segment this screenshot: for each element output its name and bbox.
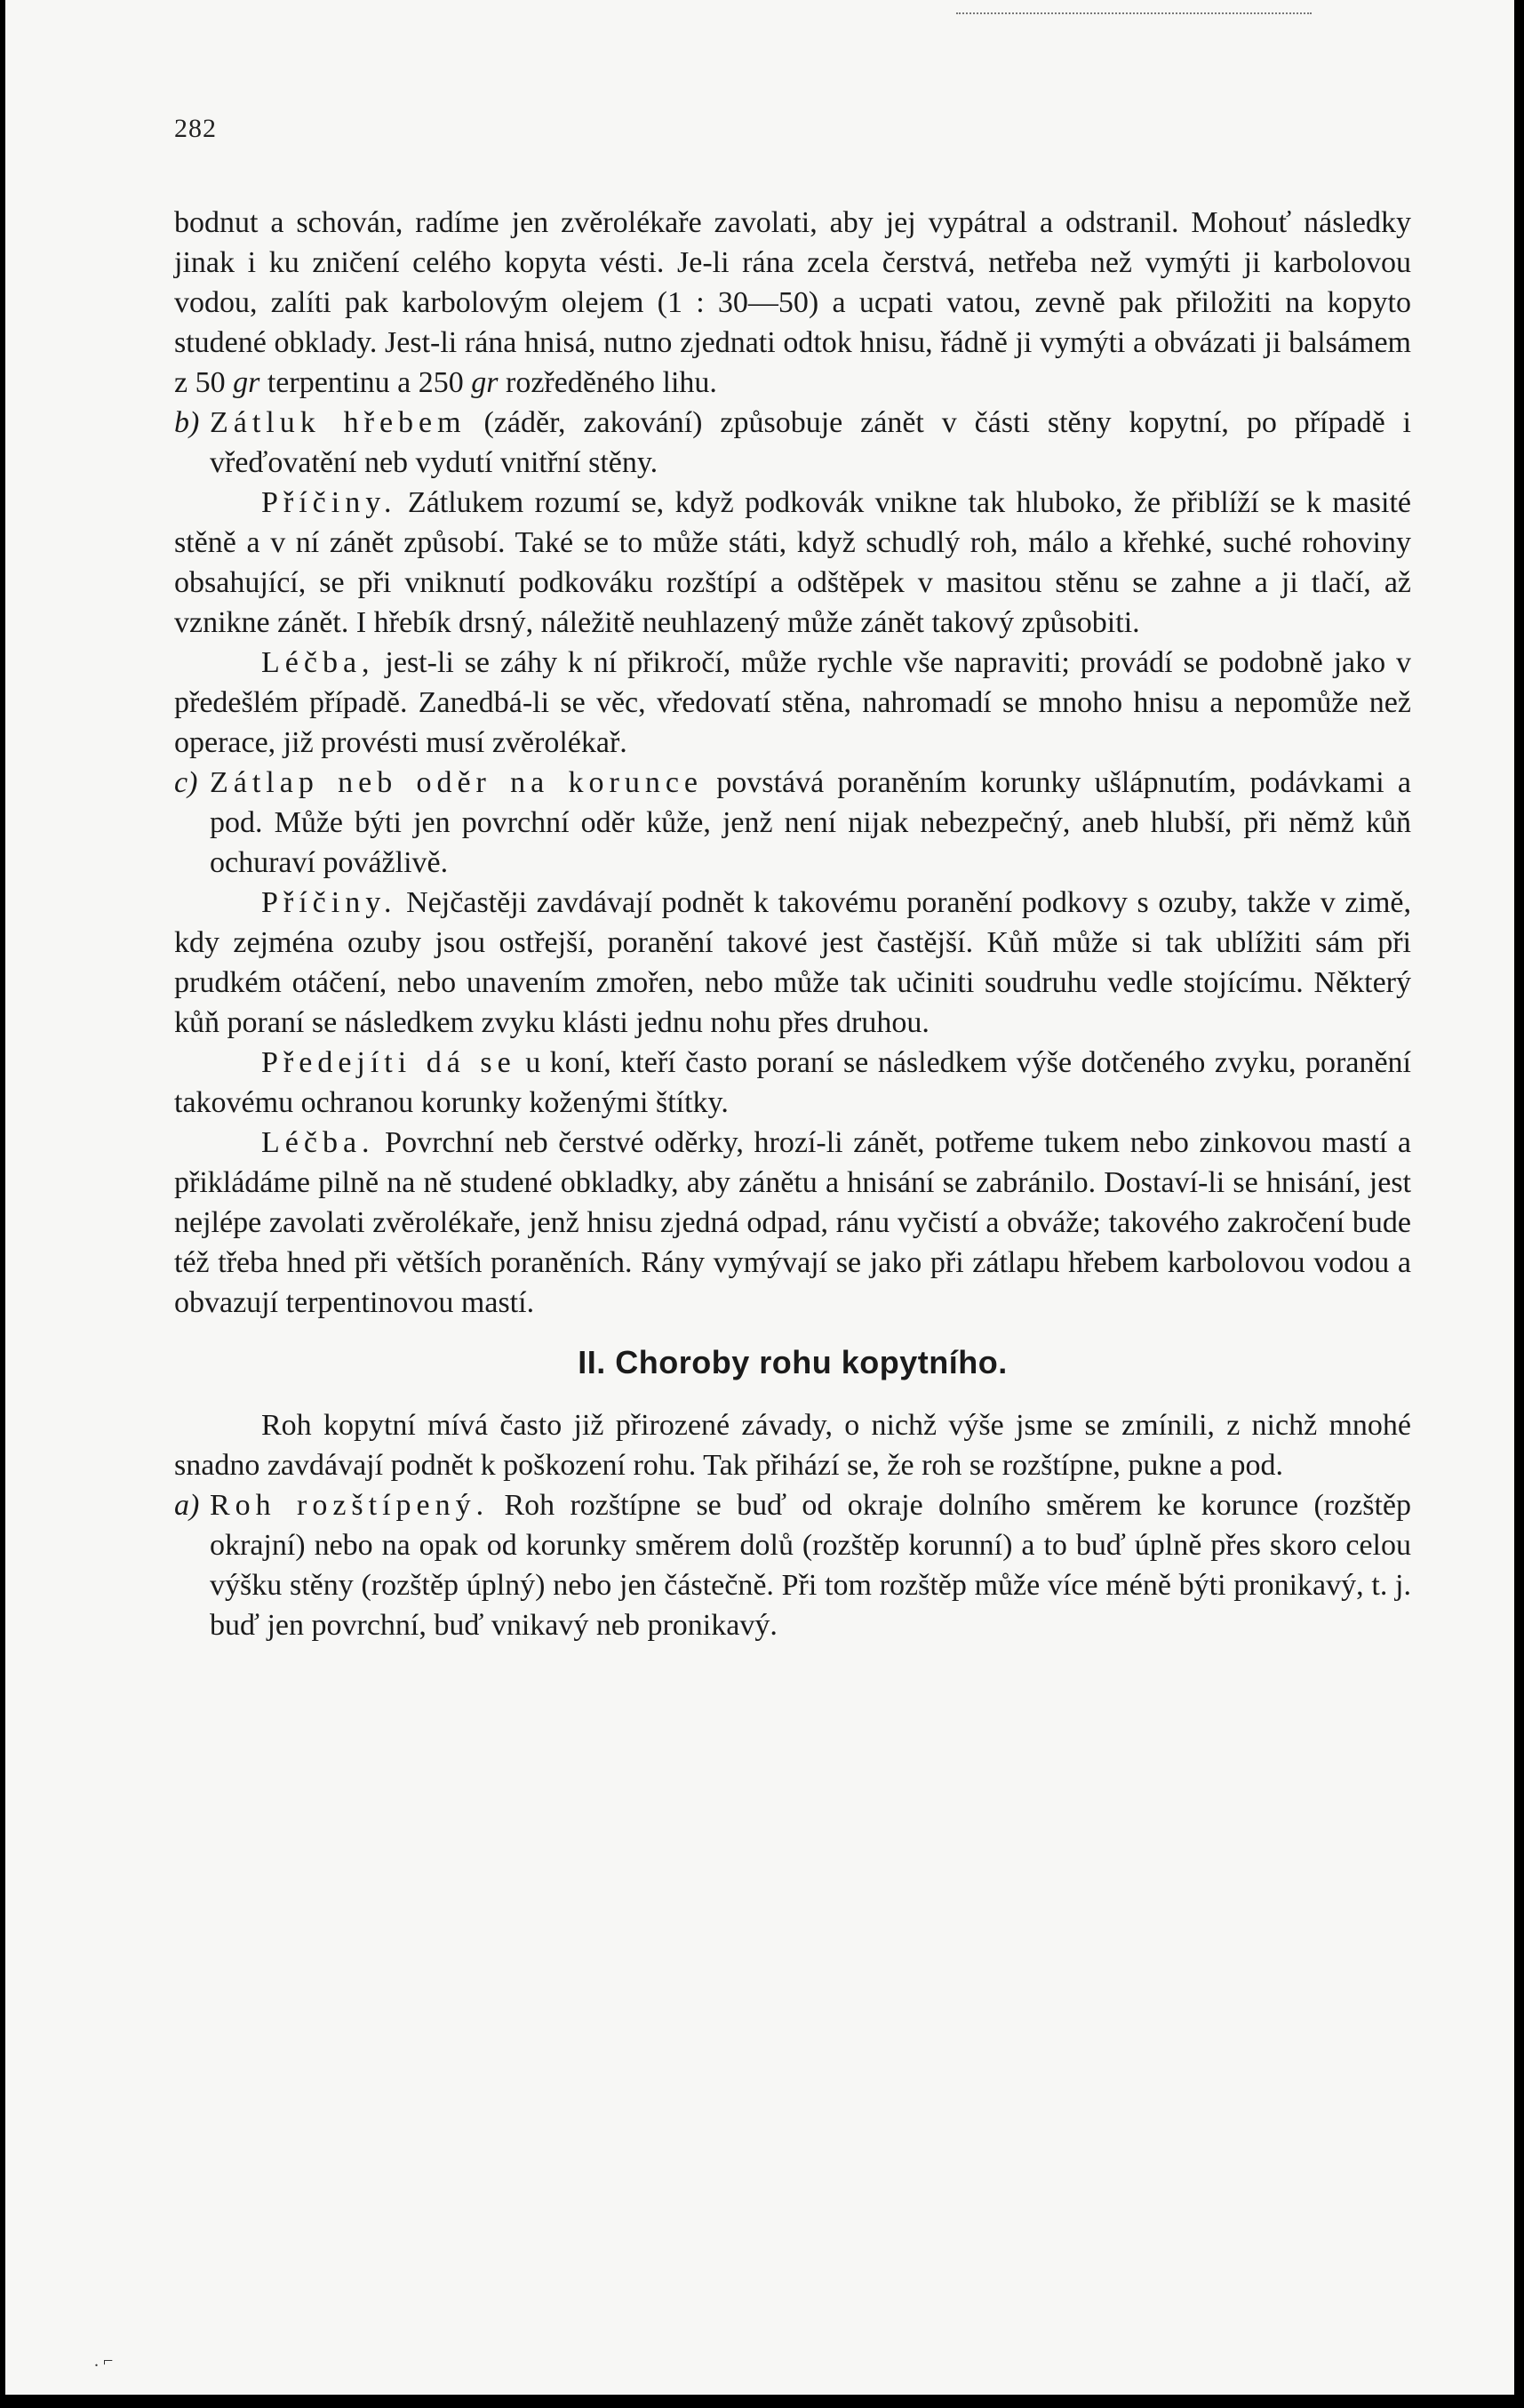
subheading-term: Předejíti dá se — [261, 1046, 516, 1079]
item-term: Roh rozštípený. — [210, 1489, 490, 1522]
paragraph-treatment: Léčba, jest-li se záhy k ní přikročí, může rychle vše napraviti; provádí se podobně jako v předešlém případě. Zanedbá-li se věc, vředovatí stěna, nahromadí se mnoho hnisu a nepomůže než operace, již provésti musí zvěrolékař. — [174, 646, 1411, 759]
book-page — [5, 0, 1514, 2395]
paragraph-causes: Příčiny. Nejčastěji zavdávají podnět k takovému poranění podkovy s ozuby, takže v zimě, kdy zejména ozuby jsou ostřejší, poranění takové jest častější. Kůň může si tak ublížiti sám při prudkém otáčení, nebo unavením zmořen, nebo může tak učiniti soudruhu vedle stojícímu. Některý kůň poraní se následkem zvyku klásti jednu nohu přes druhou. — [174, 886, 1411, 1039]
item-b: b) Zátluk hřebem (záděr, zakování) způsobuje zánět v části stěny kopytní, po případě i vřeďovatění neb vydutí vnitřní stěny. — [174, 403, 1411, 483]
scan-mark: . ⌐ — [94, 2351, 114, 2371]
item-a: a) Roh rozštípený. Roh rozštípne se buď od okraje dolního směrem ke korunce (rozštěp okrajní) nebo na opak od korunky směrem dolů (rozštěp korunní) a to buď úplně přes skoro celou výšku stěny (rozštěp úplný) nebo jen částečně. Při tom rozštěp může více méně býti pronikavý, t. j. buď jen povrchní, buď vnikavý neb pronikavý. — [174, 1485, 1411, 1645]
item-label: b) — [174, 406, 200, 439]
item-label: c) — [174, 766, 198, 799]
paragraph-prevention: Předejíti dá se u koní, kteří často poraní se následkem výše dotčeného zvyku, poranění takovému ochranou korunky koženými štítky. — [174, 1046, 1411, 1119]
paragraph-causes: Příčiny. Zátlukem rozumí se, když podkovák vnikne tak hluboko, že přiblíží se k masité stěně a v ní zánět způsobí. Také se to může státi, když schudlý roh, málo a křehké, suché rohoviny obsahující, se při vniknutí podkováku rozštípí a odštěpek v masitou stěnu se zahne a ji tlačí, až vznikne zánět. I hřebík drsný, náležitě neuhlazený může zánět takový způsobiti. — [174, 486, 1411, 639]
subheading-term: Příčiny. — [261, 886, 397, 919]
item-label: a) — [174, 1489, 200, 1522]
unit-gr: gr — [471, 366, 499, 399]
unit-gr: gr — [233, 366, 260, 399]
paragraph-continued: bodnut a schován, radíme jen zvěrolékaře zavolati, aby jej vypátral a odstranil. Mohouť následky jinak i ku zničení celého kopyta vésti. Je-li rána zcela čerstvá, netřeba než vymýti ji karbolovou vodou, zalíti pak karbolovým olejem (1 : 30—50) a ucpati vatou, zevně pak přiložiti na kopyto studené obklady. Jest-li rána hnisá, nutno zjednati odtok hnisu, řádně ji vymýti a obvázati ji balsámem z 50 gr terpentinu a 250 gr rozředěného lihu. — [174, 206, 1411, 399]
item-term: Zátluk hřebem — [210, 406, 467, 439]
item-term: Zátlap neb oděr na korunce — [210, 766, 704, 799]
subheading-term: Příčiny. — [261, 486, 397, 519]
page-body — [174, 203, 1411, 1645]
paragraph-intro: Roh kopytní mívá často již přirozené závady, o nichž výše jsme se zmínili, z nichž mnohé snadno zavdávají podnět k poškození rohu. Tak přihází se, že roh se rozštípne, pukne a pod. — [174, 1409, 1411, 1482]
subheading-term: Léčba. — [261, 1126, 375, 1159]
scan-mark — [956, 12, 1312, 18]
section-heading: II. Choroby rohu kopytního. — [578, 1344, 1008, 1380]
page-number: 282 — [174, 114, 217, 143]
item-c: c) Zátlap neb oděr na korunce povstává poraněním korunky ušlápnutím, podávkami a pod. Může býti jen povrchní oděr kůže, jenž není nijak nebezpečný, aneb hlubší, při němž kůň ochuraví povážlivě. — [174, 763, 1411, 883]
paragraph-treatment: Léčba. Povrchní neb čerstvé oděrky, hrozí-li zánět, potřeme tukem nebo zinkovou mastí a přikládáme pilně na ně studené obkladky, aby zánětu a hnisání se zabránilo. Dostaví-li se hnisání, jest nejlépe zavolati zvěrolékaře, jenž hnisu zjedná odpad, ránu vyčistí a obváže; takového zakročení bude též třeba hned při větších poraněních. Rány vymývají se jako při zátlapu hřebem karbolovou vodou a obvazují terpentinovou mastí. — [174, 1126, 1411, 1319]
subheading-term: Léčba, — [261, 646, 375, 679]
